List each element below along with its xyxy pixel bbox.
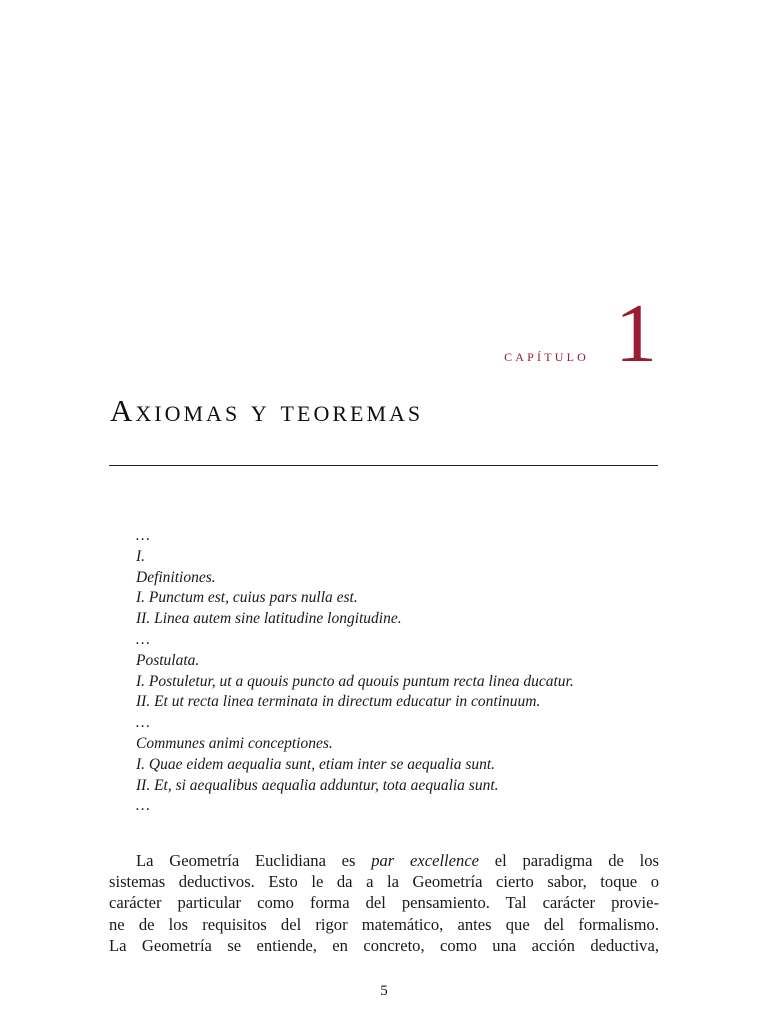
title-divider <box>109 465 658 466</box>
epigraph-line: II. Linea autem sine latitudine longitudine. <box>136 610 402 628</box>
chapter-heading <box>504 287 657 380</box>
epigraph-line: … <box>136 527 150 544</box>
chapter-label: capítulo <box>504 346 589 365</box>
epigraph-line: II. Et, si aequalibus aequalia adduntur, tota aequalia sunt. <box>136 776 499 794</box>
epigraph-line: I. Punctum est, cuius pars nulla est. <box>136 589 358 607</box>
epigraph-line: I. Postuletur, ut a quouis puncto ad quouis puntum recta linea ducatur. <box>136 672 574 690</box>
body-line <box>109 850 659 871</box>
emphasis-text: par excellence <box>371 851 480 870</box>
epigraph-line: Postulata. <box>136 651 200 669</box>
body-paragraph <box>109 850 659 956</box>
epigraph-line: Definitiones. <box>136 568 216 586</box>
chapter-title: Axiomas y teoremas <box>110 393 424 428</box>
epigraph-line: … <box>136 630 150 648</box>
epigraph-line: I. Quae eidem aequalia sunt, etiam inter se aequalia sunt. <box>136 755 496 773</box>
epigraph-line: II. Et ut recta linea terminata in directum educatur in continuum. <box>136 693 541 711</box>
epigraph <box>136 526 736 817</box>
chapter-number: 1 <box>615 287 657 380</box>
epigraph-line: I. <box>136 547 146 565</box>
body-line: sistemas deductivos. Esto le da a la Geometría cierto sabor, toque o <box>109 872 659 892</box>
epigraph-line: Communes animi conceptiones. <box>136 734 333 752</box>
body-text-segment: el paradigma de los <box>479 851 659 870</box>
body-line: ne de los requisitos del rigor matemático, antes que del formalismo. <box>109 914 659 934</box>
body-line: La Geometría se entiende, en concreto, como una acción deductiva, <box>109 935 659 955</box>
epigraph-line: … <box>136 797 150 815</box>
epigraph-line: … <box>136 714 150 732</box>
body-line: carácter particular como forma del pensamiento. Tal carácter provie- <box>109 893 659 913</box>
body-text-segment: La Geometría Euclidiana es <box>136 851 372 870</box>
page-number: 5 <box>380 983 388 999</box>
